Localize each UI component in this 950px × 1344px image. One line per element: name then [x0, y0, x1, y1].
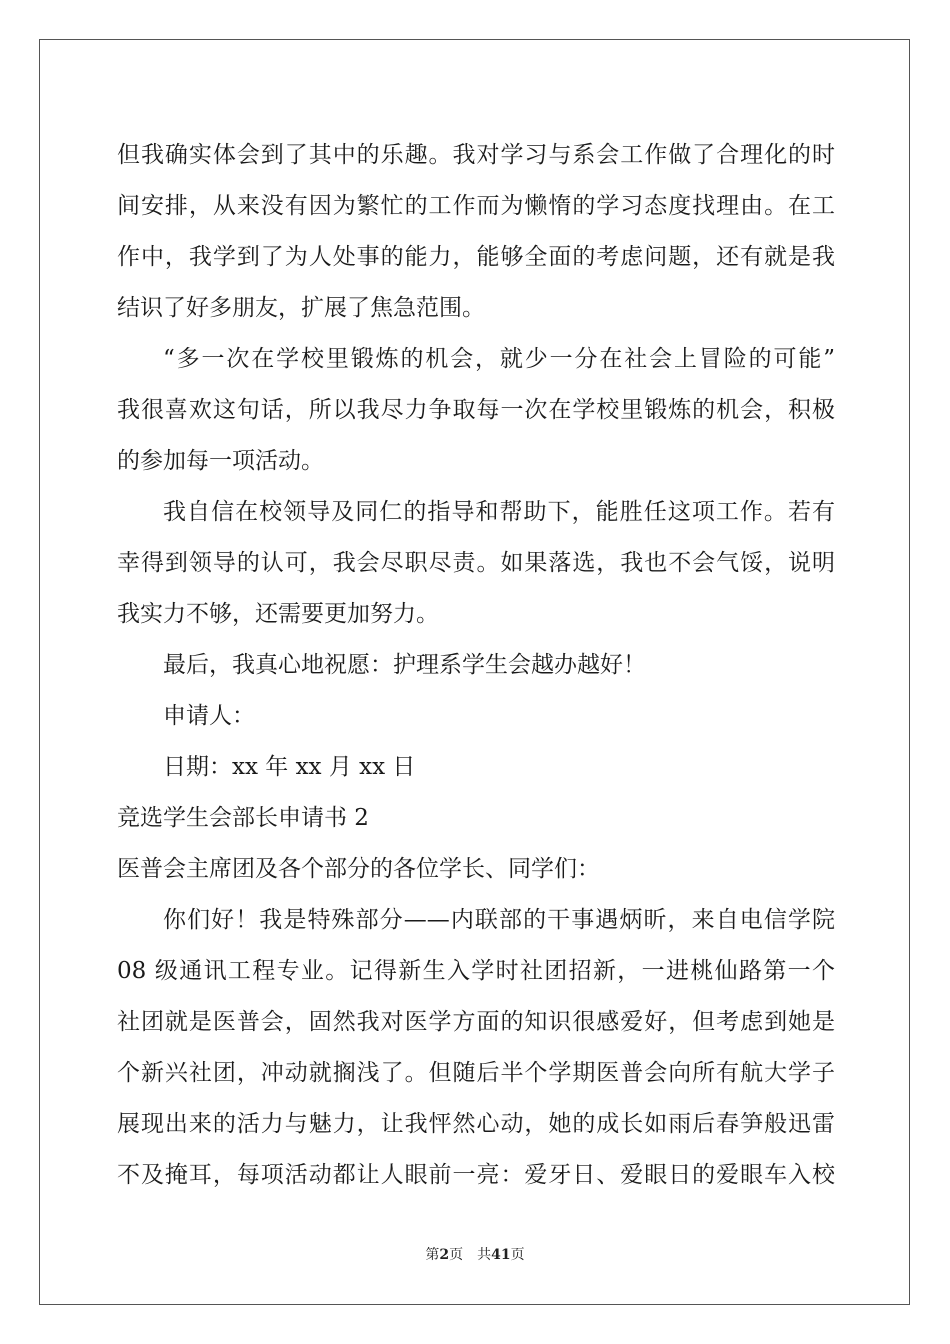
text-line: 社团就是医普会，固然我对医学方面的知识很感爱好，但考虑到她是 [117, 1009, 835, 1035]
text-line: 我自信在校领导及同仁的指导和帮助下，能胜任这项工作。若有 [163, 499, 835, 525]
text-line: 作中，我学到了为人处事的能力，能够全面的考虑问题，还有就是我 [117, 244, 835, 270]
paragraph [117, 130, 835, 334]
page-current: 2 [439, 1247, 450, 1263]
paragraph [117, 487, 835, 640]
paragraph [117, 895, 835, 1201]
text-line: 结识了好多朋友，扩展了焦急范围。 [117, 295, 485, 321]
text-line: 个新兴社团，冲动就搁浅了。但随后半个学期医普会向所有航大学子 [117, 1060, 835, 1086]
text-line: 08 级通讯工程专业。记得新生入学时社团招新，一进桃仙路第一个 [117, 958, 835, 984]
document-body [117, 130, 835, 1201]
closing-wish: 最后，我真心地祝愿：护理系学生会越办越好！ [163, 652, 646, 678]
text-line: 间安排，从来没有因为繁忙的工作而为懒惰的学习态度找理由。在工 [117, 193, 835, 219]
text-line: 展现出来的活力与魅力，让我怦然心动，她的成长如雨后春笋般迅雷 [117, 1111, 835, 1137]
page-total: 41 [491, 1247, 511, 1263]
date-line: 日期：xx 年 xx 月 xx 日 [163, 754, 416, 780]
text-line: 但我确实体会到了其中的乐趣。我对学习与系会工作做了合理化的时 [117, 142, 835, 168]
applicant-line: 申请人： [163, 703, 255, 729]
text-line: 的参加每一项活动。 [117, 448, 324, 474]
text-line: 你们好！我是特殊部分——内联部的干事遇炳昕，来自电信学院 [163, 907, 835, 933]
page-footer [0, 1244, 950, 1264]
page-prefix: 第 [425, 1247, 440, 1263]
page-mid: 页 共 [449, 1247, 492, 1263]
text-line: 不及掩耳，每项活动都让人眼前一亮：爱牙日、爱眼日的爱眼车入校 [117, 1162, 835, 1188]
paragraph [117, 334, 835, 487]
page-suffix: 页 [510, 1247, 525, 1263]
text-line: 我实力不够，还需要更加努力。 [117, 601, 439, 627]
text-line: 我很喜欢这句话，所以我尽力争取每一次在学校里锻炼的机会，积极 [117, 397, 835, 423]
text-line: 幸得到领导的认可，我会尽职尽责。如果落选，我也不会气馁，说明 [117, 550, 835, 576]
salutation: 医普会主席团及各个部分的各位学长、同学们： [117, 856, 600, 882]
text-line: “多一次在学校里锻炼的机会，就少一分在社会上冒险的可能” [163, 346, 835, 372]
section-title: 竞选学生会部长申请书 2 [117, 805, 369, 831]
